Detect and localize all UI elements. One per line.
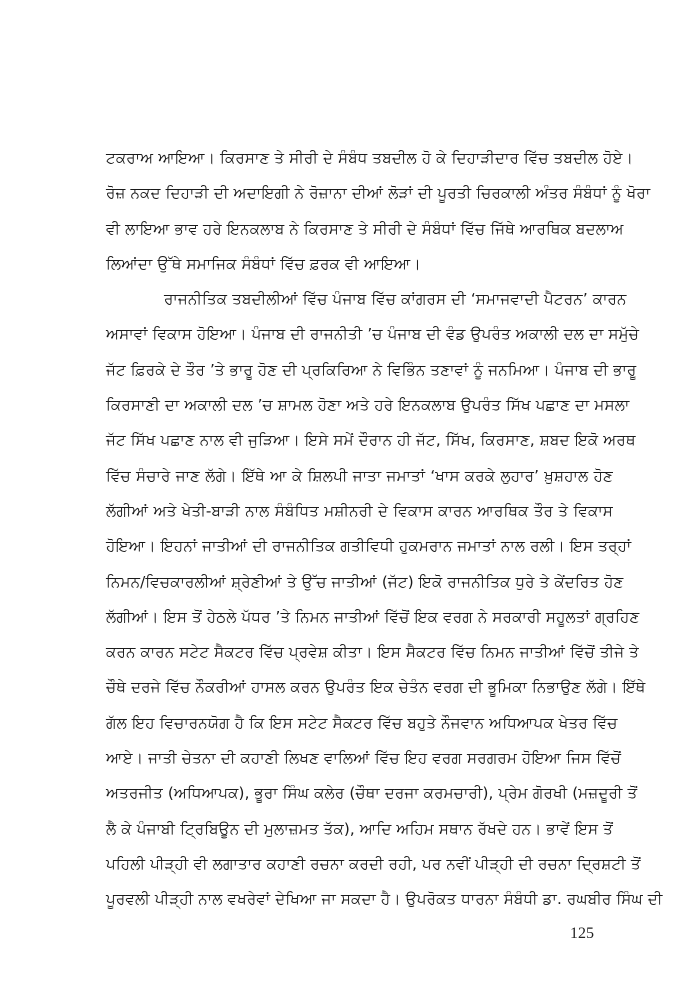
text-line: ਗੱਲ ਇਹ ਵਿਚਾਰਨਯੋਗ ਹੈ ਕਿ ਇਸ ਸਟੇਟ ਸੈਕਟਰ ਵਿੱਚ ਬਹੁਤੇ ਨੌਜਵਾਨ ਅਧਿਆਪਕ ਖੇਤਰ ਵਿੱਚ [106, 713, 618, 732]
paragraph-2 [106, 282, 663, 917]
text-line: ਪਹਿਲੀ ਪੀੜ੍ਹੀ ਵੀ ਲਗਾਤਾਰ ਕਹਾਣੀ ਰਚਨਾ ਕਰਦੀ ਰਹੀ, ਪਰ ਨਵੀਂ ਪੀੜ੍ਹੀ ਦੀ ਰਚਨਾ ਦ੍ਰਿਸ਼ਟੀ ਤੋਂ [106, 854, 641, 873]
text-line: ਲੈ ਕੇ ਪੰਜਾਬੀ ਟ੍ਰਿਬਿਊਨ ਦੀ ਮੁਲਾਜ਼ਮਤ ਤੱਕ), ਆਦਿ ਅਹਿਮ ਸਥਾਨ ਰੱਖਦੇ ਹਨ। ਭਾਵੇਂ ਇਸ ਤੋਂ [106, 819, 613, 838]
text-line: ਕਿਰਸਾਣੀ ਦਾ ਅਕਾਲੀ ਦਲ ’ਚ ਸ਼ਾਮਲ ਹੋਣਾ ਅਤੇ ਹਰੇ ਇਨਕਲਾਬ ਉਪਰੰਤ ਸਿੱਖ ਪਛਾਣ ਦਾ ਮਸਲਾ [106, 396, 630, 415]
paragraph-1 [106, 141, 651, 282]
text-line: ਲੱਗੀਆਂ ਅਤੇ ਖੇਤੀ-ਬਾੜੀ ਨਾਲ ਸੰਬੰਧਿਤ ਮਸ਼ੀਨਰੀ ਦੇ ਵਿਕਾਸ ਕਾਰਨ ਆਰਥਿਕ ਤੌਰ ਤੇ ਵਿਕਾਸ [106, 501, 613, 520]
text-line: ਅਤਰਜੀਤ (ਅਧਿਆਪਕ), ਭੂਰਾ ਸਿੰਘ ਕਲੇਰ (ਚੌਥਾ ਦਰਜਾ ਕਰਮਚਾਰੀ), ਪ੍ਰੇਮ ਗੋਰਖੀ (ਮਜ਼ਦੂਰੀ ਤੋਂ [106, 784, 638, 803]
text-line: ਵਿੱਚ ਸੰਚਾਰੇ ਜਾਣ ਲੱਗੇ। ਇੱਥੇ ਆ ਕੇ ਸ਼ਿਲਪੀ ਜਾਤਾ ਜਮਾਤਾਂ ‘ਖਾਸ ਕਰਕੇ ਲੁਹਾਰ’ ਖ਼ੁਸ਼ਹਾਲ ਹੋਣ [106, 466, 613, 485]
page-number: 125 [570, 925, 594, 942]
text-line: ਵੀ ਲਾਇਆ ਭਾਵ ਹਰੇ ਇਨਕਲਾਬ ਨੇ ਕਿਰਸਾਣ ਤੇ ਸੀਰੀ ਦੇ ਸੰਬੰਧਾਂ ਵਿੱਚ ਜਿੱਥੇ ਆਰਥਿਕ ਬਦਲਾਅ [106, 219, 624, 238]
text-line: ਅਸਾਵਾਂ ਵਿਕਾਸ ਹੋਇਆ। ਪੰਜਾਬ ਦੀ ਰਾਜਨੀਤੀ ’ਚ ਪੰਜਾਬ ਦੀ ਵੰਡ ਉਪਰੰਤ ਅਕਾਲੀ ਦਲ ਦਾ ਸਮੁੱਚੇ [106, 325, 640, 344]
text-line: ਲਿਆਂਦਾ ਉੱਥੇ ਸਮਾਜਿਕ ਸੰਬੰਧਾਂ ਵਿੱਚ ਫ਼ਰਕ ਵੀ ਆਇਆ। [106, 254, 421, 273]
text-line: ਰਾਜਨੀਤਿਕ ਤਬਦੀਲੀਆਂ ਵਿੱਚ ਪੰਜਾਬ ਵਿੱਚ ਕਾਂਗਰਸ ਦੀ ‘ਸਮਾਜਵਾਦੀ ਪੈਟਰਨ’ ਕਾਰਨ [164, 290, 627, 309]
text-line: ਹੋਇਆ। ਇਹਨਾਂ ਜਾਤੀਆਂ ਦੀ ਰਾਜਨੀਤਿਕ ਗਤੀਵਿਧੀ ਹੁਕਮਰਾਨ ਜਮਾਤਾਂ ਨਾਲ ਰਲੀ। ਇਸ ਤਰ੍ਹਾਂ [106, 537, 632, 556]
text-line: ਚੌਥੇ ਦਰਜੇ ਵਿੱਚ ਨੌਕਰੀਆਂ ਹਾਸਲ ਕਰਨ ਉਪਰੰਤ ਇਕ ਚੇਤੰਨ ਵਰਗ ਦੀ ਭੂਮਿਕਾ ਨਿਭਾਉਣ ਲੱਗੇ। ਇੱਥੇ [106, 678, 646, 697]
text-line: ਜੱਟ ਫ਼ਿਰਕੇ ਦੇ ਤੌਰ ’ਤੇ ਭਾਰੂ ਹੋਣ ਦੀ ਪ੍ਰਕਿਰਿਆ ਨੇ ਵਿਭਿੰਨ ਤਣਾਵਾਂ ਨੂੰ ਜਨਮਿਆ। ਪੰਜਾਬ ਦੀ ਭਾਰੂ [106, 360, 637, 379]
text-line: ਆਏ। ਜਾਤੀ ਚੇਤਨਾ ਦੀ ਕਹਾਣੀ ਲਿਖਣ ਵਾਲਿਆਂ ਵਿੱਚ ਇਹ ਵਰਗ ਸਰਗਰਮ ਹੋਇਆ ਜਿਸ ਵਿੱਚੋਂ [106, 749, 622, 768]
text-line: ਰੋਜ਼ ਨਕਦ ਦਿਹਾੜੀ ਦੀ ਅਦਾਇਗੀ ਨੇ ਰੋਜ਼ਾਨਾ ਦੀਆਂ ਲੋੜਾਂ ਦੀ ਪੂਰਤੀ ਚਿਰਕਾਲੀ ਅੰਤਰ ਸੰਬੰਧਾਂ ਨੂੰ ਖੋਰਾ [106, 184, 651, 203]
body-text [106, 141, 663, 918]
text-line: ਜੱਟ ਸਿੱਖ ਪਛਾਣ ਨਾਲ ਵੀ ਜੁੜਿਆ। ਇਸੇ ਸਮੇਂ ਦੌਰਾਨ ਹੀ ਜੱਟ, ਸਿੱਖ, ਕਿਰਸਾਣ, ਸ਼ਬਦ ਇਕੋ ਅਰਥ [106, 431, 636, 450]
text-line: ਲੱਗੀਆਂ। ਇਸ ਤੋਂ ਹੇਠਲੇ ਪੱਧਰ ’ਤੇ ਨਿਮਨ ਜਾਤੀਆਂ ਵਿੱਚੋਂ ਇਕ ਵਰਗ ਨੇ ਸਰਕਾਰੀ ਸਹੂਲਤਾਂ ਗ੍ਰਹਿਣ [106, 607, 640, 626]
text-line: ਨਿਮਨ/ਵਿਚਕਾਰਲੀਆਂ ਸ਼੍ਰੇਣੀਆਂ ਤੇ ਉੱਚ ਜਾਤੀਆਂ (ਜੱਟ) ਇਕੋ ਰਾਜਨੀਤਿਕ ਧੁਰੇ ਤੇ ਕੇਂਦਰਿਤ ਹੋਣ [106, 572, 624, 591]
text-line: ਕਰਨ ਕਾਰਨ ਸਟੇਟ ਸੈਕਟਰ ਵਿੱਚ ਪ੍ਰਵੇਸ਼ ਕੀਤਾ। ਇਸ ਸੈਕਟਰ ਵਿੱਚ ਨਿਮਨ ਜਾਤੀਆਂ ਵਿੱਚੋਂ ਤੀਜੇ ਤੇ [106, 643, 639, 662]
text-line: ਪੂਰਵਲੀ ਪੀੜ੍ਹੀ ਨਾਲ ਵਖਰੇਵਾਂ ਦੇਖਿਆ ਜਾ ਸਕਦਾ ਹੈ। ਉਪਰੋਕਤ ਧਾਰਨਾ ਸੰਬੰਧੀ ਡਾ. ਰਘਬੀਰ ਸਿੰਘ ਦੀ [106, 890, 663, 909]
text-line: ਟਕਰਾਅ ਆਇਆ। ਕਿਰਸਾਣ ਤੇ ਸੀਰੀ ਦੇ ਸੰਬੰਧ ਤਬਦੀਲ ਹੋ ਕੇ ਦਿਹਾੜੀਦਾਰ ਵਿੱਚ ਤਬਦੀਲ ਹੋਏ। [106, 149, 634, 167]
